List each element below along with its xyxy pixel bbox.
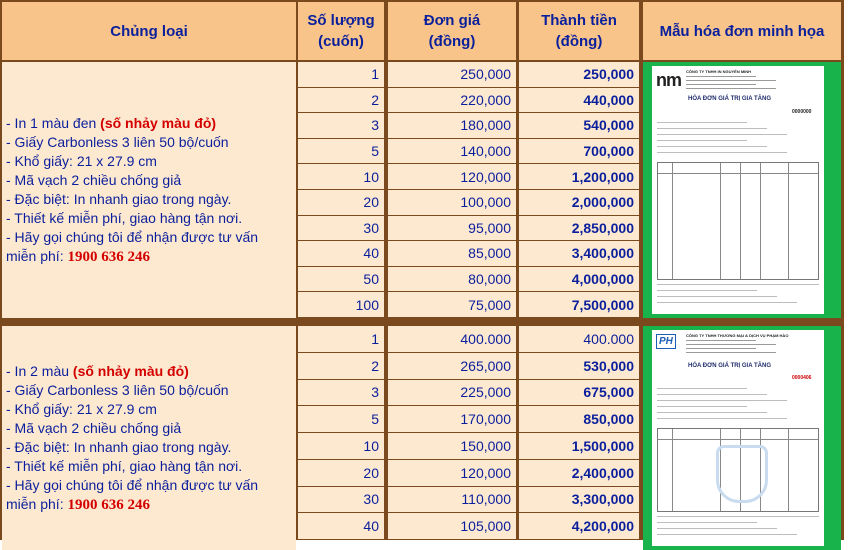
quantity-value: 20	[363, 194, 379, 211]
invoice-company-name	[686, 69, 751, 74]
table-header-line	[658, 173, 818, 174]
desc-line-4	[6, 419, 296, 438]
total-cell	[519, 460, 639, 486]
desc-line-8	[6, 495, 296, 515]
table-column-line	[720, 163, 721, 279]
unit-price-cell	[388, 62, 516, 87]
total-value: 440,000	[583, 91, 634, 108]
footer-line	[657, 534, 797, 535]
invoice-number-text: 0000000	[792, 109, 812, 115]
header-sample	[643, 2, 841, 60]
quantity-value: 50	[363, 271, 379, 288]
desc-line-1	[6, 114, 296, 133]
total-value: 530,000	[583, 357, 634, 374]
quantity-value: 5	[371, 411, 379, 428]
unit-price-cell	[388, 241, 516, 266]
watermark-shield-icon	[716, 445, 768, 503]
unit-price-value: 120,000	[460, 464, 511, 481]
unit-price-value: 170,000	[460, 411, 511, 428]
table-column-line	[788, 429, 789, 511]
form-field-line	[657, 134, 787, 135]
desc-line-1	[6, 362, 296, 381]
quantity-cell	[298, 216, 384, 241]
desc-text: - Thiết kế miễn phí, giao hàng tận nơi.	[6, 457, 243, 474]
desc-line-5	[6, 438, 296, 457]
total-value: 1,200,000	[571, 168, 634, 185]
table-column-line	[740, 163, 741, 279]
header-type-label: Chủng loại	[110, 22, 188, 40]
total-cell	[519, 380, 639, 406]
total-value: 250,000	[583, 66, 634, 83]
quantity-value: 5	[371, 143, 379, 160]
quantity-cell	[298, 164, 384, 189]
total-value: 7,500,000	[571, 296, 634, 313]
unit-price-cell	[388, 513, 516, 539]
total-cell	[519, 241, 639, 266]
desc-line-5	[6, 190, 296, 209]
invoice-title-text: HÓA ĐƠN GIÁ TRỊ GIA TĂNG	[688, 96, 772, 102]
invoice-company-name	[686, 333, 788, 338]
desc-text: - Khổ giấy: 21 x 27.9 cm	[6, 400, 157, 417]
total-cell	[519, 292, 639, 317]
unit-price-value: 400.000	[460, 330, 511, 347]
desc-color-text: - In 2 màu	[6, 362, 73, 379]
form-field-line	[657, 388, 747, 389]
footer-line	[657, 284, 819, 285]
total-value: 540,000	[583, 117, 634, 134]
unit-price-cell	[388, 113, 516, 138]
quantity-value: 10	[363, 168, 379, 185]
unit-price-value: 110,000	[461, 491, 511, 508]
total-cell	[519, 190, 639, 215]
desc-line-2	[6, 133, 296, 152]
quantity-cell	[298, 113, 384, 138]
desc-text: miễn phí:	[6, 495, 68, 512]
logo-text: nm	[656, 70, 681, 90]
total-value: 2,000,000	[571, 194, 634, 211]
section-2-description	[2, 326, 296, 550]
form-field-line	[657, 122, 747, 123]
invoice-items-table	[657, 162, 819, 280]
invoice-items-table	[657, 428, 819, 512]
desc-line-7	[6, 228, 296, 247]
quantity-value: 1	[371, 330, 379, 347]
desc-text: - Khổ giấy: 21 x 27.9 cm	[6, 152, 157, 169]
desc-color-text: - In 1 màu đen	[6, 114, 101, 131]
table-column-line	[788, 163, 789, 279]
unit-price-cell	[388, 487, 516, 513]
desc-text: miễn phí:	[6, 247, 68, 264]
unit-price-cell	[388, 380, 516, 406]
quantity-value: 30	[363, 219, 379, 236]
quantity-value: 2	[371, 357, 379, 374]
total-cell	[519, 406, 639, 432]
unit-price-cell	[388, 267, 516, 292]
quantity-cell	[298, 292, 384, 317]
address-line	[686, 340, 756, 341]
quantity-cell	[298, 326, 384, 352]
total-value: 4,000,000	[571, 271, 634, 288]
company-text: CÔNG TY TNHH THƯƠNG MẠI & DỊCH VỤ PHẠM HÀO	[686, 333, 789, 338]
form-field-line	[657, 140, 747, 141]
unit-price-value: 140,000	[460, 143, 511, 160]
desc-counter-note: (số nhảy màu đỏ)	[100, 114, 217, 131]
company-logo-ph	[656, 334, 676, 349]
unit-price-value: 225,000	[460, 384, 511, 401]
quantity-value: 3	[371, 117, 379, 134]
hotline-number: 1900 636 246	[67, 496, 150, 513]
unit-price-value: 265,000	[460, 357, 511, 374]
header-sample-label: Mẫu hóa đơn minh họa	[659, 22, 825, 40]
footer-line	[657, 296, 777, 297]
quantity-value: 10	[363, 437, 379, 454]
invoice-title	[688, 97, 771, 102]
total-value: 675,000	[583, 384, 634, 401]
header-unit-price	[388, 2, 516, 60]
address-line	[686, 344, 776, 345]
desc-text: - Mã vạch 2 chiều chống giả	[6, 419, 182, 436]
total-cell	[519, 62, 639, 87]
header-type	[2, 2, 296, 60]
invoice-number-text: 0000406	[792, 375, 812, 381]
total-cell	[519, 164, 639, 189]
quantity-cell	[298, 88, 384, 113]
address-line	[686, 348, 756, 349]
quantity-value: 1	[371, 66, 379, 83]
footer-line	[657, 522, 757, 523]
unit-price-value: 80,000	[468, 271, 511, 288]
quantity-value: 100	[355, 296, 379, 313]
desc-text: - Mã vạch 2 chiều chống giả	[6, 171, 182, 188]
quantity-cell	[298, 380, 384, 406]
quantity-cell	[298, 139, 384, 164]
total-value: 850,000	[583, 411, 634, 428]
invoice-number	[792, 110, 811, 115]
table-column-line	[760, 163, 761, 279]
total-value: 400.000	[583, 330, 634, 347]
unit-price-cell	[388, 292, 516, 317]
total-value: 1,500,000	[571, 437, 634, 454]
desc-counter-note: (số nhảy màu đỏ)	[72, 362, 189, 379]
desc-text: - Đặc biệt: In nhanh giao trong ngày.	[6, 190, 232, 207]
table-column-line	[672, 163, 673, 279]
total-value: 700,000	[583, 143, 634, 160]
total-cell	[519, 216, 639, 241]
total-cell	[519, 113, 639, 138]
total-value: 4,200,000	[571, 518, 634, 535]
footer-line	[657, 302, 797, 303]
address-line	[686, 80, 776, 81]
sample-invoice-frame	[643, 62, 841, 318]
desc-text: - Hãy gọi chúng tôi để nhận được tư vấn	[6, 476, 259, 493]
unit-price-value: 180,000	[460, 117, 511, 134]
desc-line-4	[6, 171, 296, 190]
quantity-cell	[298, 406, 384, 432]
form-field-line	[657, 412, 767, 413]
unit-price-value: 85,000	[468, 245, 511, 262]
sample-invoice-image	[652, 66, 824, 314]
address-line	[686, 76, 756, 77]
unit-price-cell	[388, 433, 516, 459]
total-cell	[519, 139, 639, 164]
header-total-label: Thành tiền (đồng)	[541, 12, 617, 50]
header-quantity	[298, 2, 384, 60]
desc-text: - Thiết kế miễn phí, giao hàng tận nơi.	[6, 209, 243, 226]
desc-line-6	[6, 209, 296, 228]
form-field-line	[657, 152, 787, 153]
quantity-cell	[298, 433, 384, 459]
header-quantity-label: Số lượng (cuốn)	[307, 12, 375, 50]
sample-invoice-image	[652, 330, 824, 546]
table-column-line	[672, 429, 673, 511]
total-value: 3,300,000	[571, 491, 634, 508]
unit-price-cell	[388, 190, 516, 215]
quantity-cell	[298, 513, 384, 539]
unit-price-value: 150,000	[460, 437, 511, 454]
header-unit-price-label: Đơn giá (đồng)	[423, 12, 481, 50]
address-line	[686, 352, 776, 353]
quantity-cell	[298, 62, 384, 87]
form-field-line	[657, 146, 767, 147]
desc-text: - Giấy Carbonless 3 liên 50 bộ/cuốn	[6, 133, 229, 150]
total-cell	[519, 487, 639, 513]
unit-price-cell	[388, 353, 516, 379]
total-cell	[519, 267, 639, 292]
total-cell	[519, 326, 639, 352]
invoice-title-text: HÓA ĐƠN GIÁ TRỊ GIA TĂNG	[688, 363, 772, 369]
table-header-line	[658, 439, 818, 440]
unit-price-cell	[388, 406, 516, 432]
desc-line-7	[6, 476, 296, 495]
total-cell	[519, 88, 639, 113]
quantity-cell	[298, 353, 384, 379]
total-cell	[519, 353, 639, 379]
quantity-value: 3	[371, 384, 379, 401]
quantity-cell	[298, 460, 384, 486]
quantity-value: 30	[363, 491, 379, 508]
unit-price-cell	[388, 88, 516, 113]
desc-text: - Hãy gọi chúng tôi để nhận được tư vấn	[6, 228, 259, 245]
total-value: 2,850,000	[571, 219, 634, 236]
unit-price-value: 95,000	[468, 219, 511, 236]
form-field-line	[657, 406, 747, 407]
quantity-cell	[298, 267, 384, 292]
unit-price-cell	[388, 326, 516, 352]
form-field-line	[657, 400, 787, 401]
unit-price-value: 105,000	[460, 518, 511, 535]
total-cell	[519, 513, 639, 539]
desc-line-8	[6, 247, 296, 267]
total-cell	[519, 433, 639, 459]
unit-price-cell	[388, 139, 516, 164]
unit-price-value: 250,000	[460, 66, 511, 83]
quantity-cell	[298, 487, 384, 513]
section-1-description	[2, 62, 296, 318]
desc-text: - Đặc biệt: In nhanh giao trong ngày.	[6, 438, 232, 455]
total-value: 3,400,000	[571, 245, 634, 262]
invoice-number	[792, 376, 811, 381]
unit-price-value: 220,000	[460, 91, 511, 108]
desc-line-3	[6, 152, 296, 171]
form-field-line	[657, 128, 767, 129]
desc-line-3	[6, 400, 296, 419]
quantity-value: 20	[363, 464, 379, 481]
quantity-value: 40	[363, 518, 379, 535]
unit-price-cell	[388, 216, 516, 241]
desc-text: - Giấy Carbonless 3 liên 50 bộ/cuốn	[6, 381, 229, 398]
footer-line	[657, 516, 819, 517]
quantity-value: 2	[371, 91, 379, 108]
footer-line	[657, 528, 777, 529]
quantity-cell	[298, 241, 384, 266]
unit-price-value: 75,000	[468, 296, 511, 313]
form-field-line	[657, 394, 767, 395]
company-logo-nm	[656, 70, 681, 91]
total-value: 2,400,000	[571, 464, 634, 481]
hotline-number: 1900 636 246	[67, 248, 150, 265]
header-total	[519, 2, 639, 60]
unit-price-value: 120,000	[460, 168, 511, 185]
quantity-cell	[298, 190, 384, 215]
unit-price-cell	[388, 460, 516, 486]
address-line	[686, 84, 756, 85]
logo-text: PH	[659, 336, 673, 347]
quantity-value: 40	[363, 245, 379, 262]
company-text: CÔNG TY TNHH IN NGUYỄN MINH	[686, 69, 752, 74]
desc-line-6	[6, 457, 296, 476]
address-line	[686, 88, 776, 89]
form-field-line	[657, 418, 787, 419]
footer-line	[657, 290, 757, 291]
desc-line-2	[6, 381, 296, 400]
unit-price-cell	[388, 164, 516, 189]
invoice-title	[688, 364, 771, 369]
sample-invoice-frame	[643, 326, 841, 550]
unit-price-value: 100,000	[460, 194, 511, 211]
